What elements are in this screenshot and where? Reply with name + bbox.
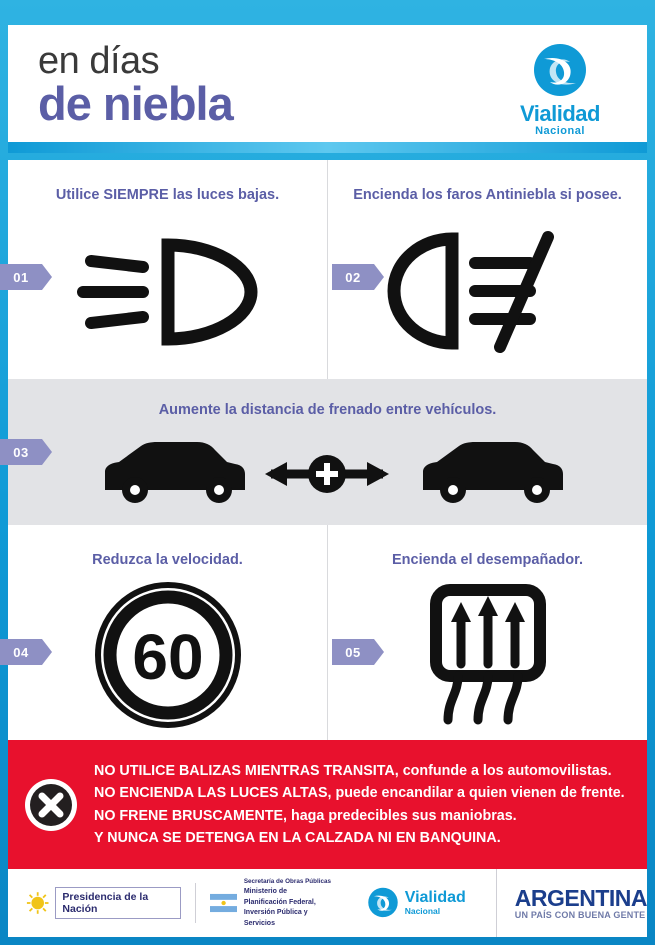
footer-vialidad-sub: Nacional [404,906,441,916]
step-number-01: 01 [0,264,42,290]
argentina-name: ARGENTINA [514,885,647,911]
header-stripe [8,142,647,153]
title-line-2: de niebla [38,77,233,130]
footer-vialidad-name: Vialidad [404,889,466,906]
ministerio-line-3: Planificación Federal, [243,898,316,906]
step-art-02 [328,204,647,379]
step-art-04 [8,569,327,740]
step-number-02: 02 [332,264,374,290]
braking-distance-two-cars-icon [93,432,563,512]
step-card-04 [8,525,328,740]
speed-limit-value: 60 [131,620,204,693]
low-beam-headlight-icon [73,237,263,347]
step-number-03: 03 [0,439,42,465]
steps-row-1 [8,160,647,379]
warning-line-3: NO FRENE BRUSCAMENTE, haga predecibles sus maniobras. [94,807,517,824]
steps-panel [8,160,647,740]
argentina-tagline: UN PAÍS CON BUENA GENTE [514,910,646,920]
footer-argentina-logo [496,869,647,937]
step-caption-03: Aumente la distancia de frenado entre vehículos. [158,402,497,418]
step-art-03 [8,419,647,525]
warning-line-4: Y NUNCA SE DETENGA EN LA CALZADA NI EN BANQUINA. [94,830,501,846]
steps-row-3 [8,525,647,740]
step-card-01 [8,160,328,379]
step-caption-05: Encienda el desempañador. [392,552,583,568]
step-caption-01: Utilice SIEMPRE las luces bajas. [55,187,280,203]
argentina-sun-icon [26,890,49,916]
presidencia-label: Presidencia de la Nación [55,887,180,919]
logo-name: Vialidad [520,101,600,126]
ministerio-line-2: Ministerio de [243,888,288,896]
poster-header [8,25,647,142]
warning-text [94,760,625,850]
warning-icon-wrap [8,777,94,833]
step-caption-04: Reduzca la velocidad. [92,552,243,568]
logo-subtitle: Nacional [535,125,585,137]
poster-footer [8,869,647,937]
title-line-1: en días [38,40,160,82]
step-card-02 [328,160,647,379]
vialidad-swirl-icon [530,43,590,99]
footer-ministerio [210,869,332,937]
ministerio-text [244,877,332,930]
footer-presidencia [8,869,181,937]
warning-line-1: NO UTILICE BALIZAS MIENTRAS TRANSITA, confunde a los automovilistas. [94,762,612,779]
speed-limit-60-sign-icon [93,580,243,730]
rear-defroster-icon [418,582,558,727]
step-art-01 [8,204,327,379]
footer-vialidad-text [405,890,466,916]
page-title [38,41,233,129]
step-caption-02: Encienda los faros Antiniebla si posee. [353,187,622,203]
warning-line-2: NO ENCIENDA LAS LUCES ALTAS, puede encandilar a quien vienen de frente. [94,785,625,801]
steps-row-2 [8,379,647,525]
argentina-flag-icon [210,893,237,913]
warning-band [8,740,647,869]
step-art-05 [328,569,647,740]
vialidad-nacional-logo [495,43,625,137]
vialidad-swirl-icon [366,887,400,919]
ministerio-line-4: Inversión Pública y Servicios [243,909,308,927]
step-number-05: 05 [332,639,374,665]
step-card-05 [328,525,647,740]
ministerio-line-1: Secretaría de Obras Públicas [243,877,331,885]
fog-light-icon [380,229,595,354]
footer-divider-1 [195,883,196,923]
footer-vialidad-logo [366,869,466,937]
step-number-04: 04 [0,639,42,665]
step-card-03 [8,379,647,525]
prohibition-cross-icon [23,777,79,833]
